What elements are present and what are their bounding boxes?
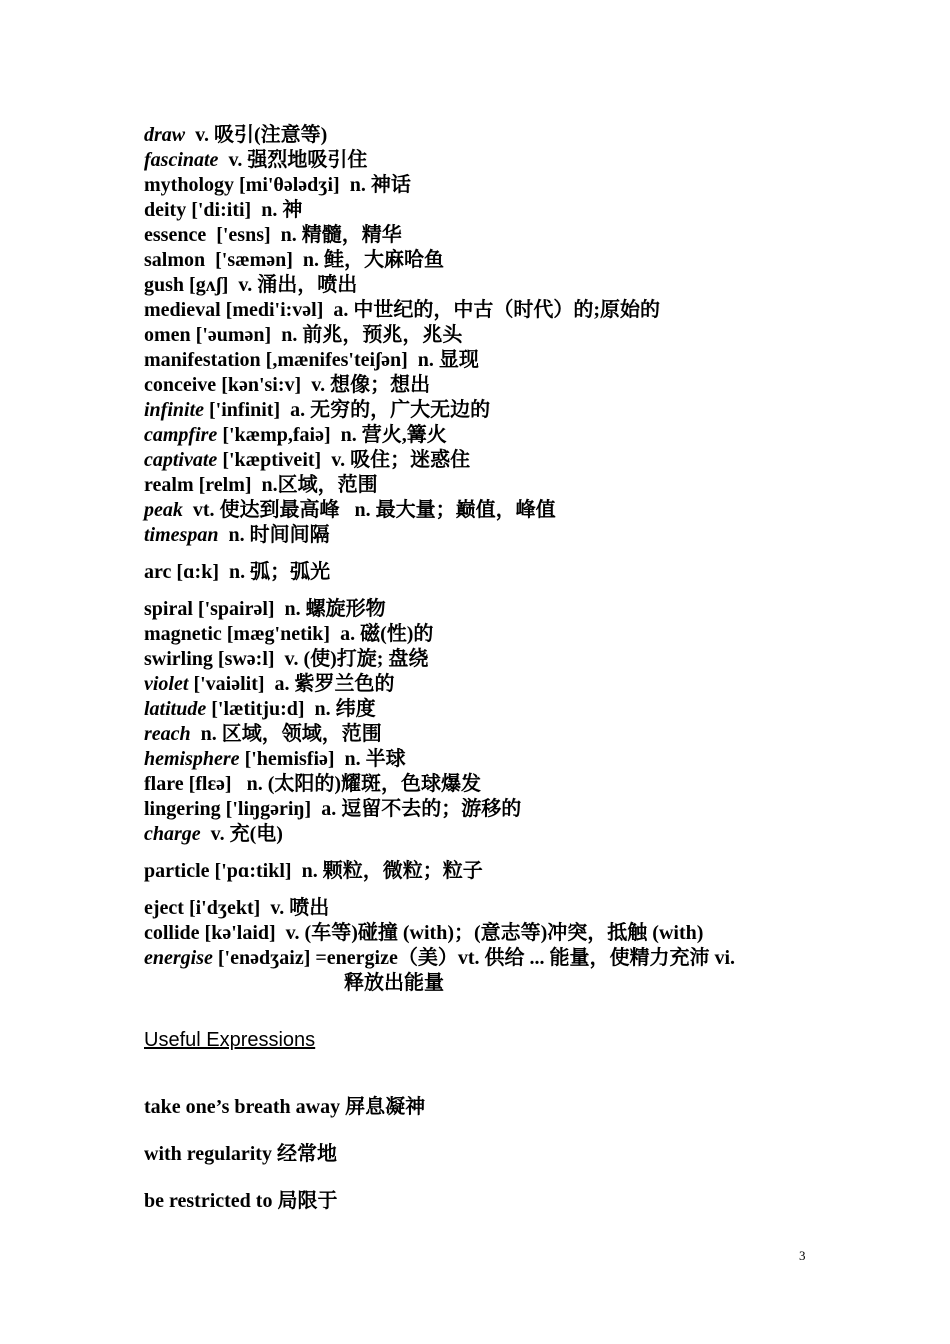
vocab-definition: [kə'laid] v. (车等)碰撞 (with)；(意志等)冲突，抵触 (with) <box>199 922 704 944</box>
vocab-entry <box>144 223 844 248</box>
vocab-definition: ['vaiəlit] a. 紫罗兰色的 <box>188 673 395 695</box>
vocab-word: reach <box>144 723 191 745</box>
vocab-definition: v. 充(电) <box>200 823 283 845</box>
vocab-word: medieval <box>144 299 221 321</box>
vocab-definition: ['kæptiveit] v. 吸住；迷惑住 <box>217 449 471 471</box>
vocab-definition: ['liŋgəriŋ] a. 逗留不去的；游移的 <box>220 798 522 820</box>
vocab-definition: ['hemisfiə] n. 半球 <box>239 748 406 770</box>
vocab-entry <box>144 473 844 498</box>
vocab-word: manifestation <box>144 349 261 371</box>
vocab-entry <box>144 373 844 398</box>
vocab-definition: [swə:l] v. (使)打旋; 盘绕 <box>212 648 429 670</box>
vocab-word: latitude <box>144 698 207 720</box>
vocab-definition: ['spairəl] n. 螺旋形物 <box>192 598 386 620</box>
vocab-word: hemisphere <box>144 748 240 770</box>
vocab-word: essence <box>144 224 207 246</box>
vocab-entry <box>144 597 844 622</box>
vocab-word: arc <box>144 561 172 583</box>
vocab-word: peak <box>144 499 183 521</box>
vocab-entry <box>144 273 844 298</box>
vocab-word: eject <box>144 897 184 919</box>
vocab-entry <box>144 298 844 323</box>
vocab-entry <box>144 498 844 523</box>
section-heading: Useful Expressions <box>144 1029 316 1051</box>
vocab-definition: v. 吸引(注意等) <box>185 124 328 146</box>
vocab-entry <box>144 173 844 198</box>
vocab-word: campfire <box>144 424 218 446</box>
vocab-definition: ['di:iti] n. 神 <box>186 199 303 221</box>
vocab-word: deity <box>144 199 187 221</box>
vocab-entry <box>144 647 844 672</box>
vocab-word: collide <box>144 922 200 944</box>
vocab-word: lingering <box>144 798 221 820</box>
vocab-definition: [ɑ:k] n. 弧；弧光 <box>171 561 331 583</box>
vocab-entry <box>144 722 844 747</box>
expression-item: be restricted to 局限于 <box>144 1190 338 1212</box>
vocab-entry <box>144 822 844 847</box>
vocab-definition-continuation: 释放出能量 <box>344 972 444 994</box>
vocab-entry <box>144 921 844 946</box>
vocab-definition: n. 区域，领域，范围 <box>190 723 382 745</box>
vocab-word: energise <box>144 947 213 969</box>
vocab-definition: [relm] n.区域，范围 <box>193 474 378 496</box>
vocab-definition: [flɛə] n. (太阳的)耀斑，色球爆发 <box>183 773 482 795</box>
vocab-entry <box>144 323 844 348</box>
vocab-entry <box>144 123 844 148</box>
vocab-word: conceive <box>144 374 217 396</box>
vocab-definition: [medi'i:vəl] a. 中世纪的，中古（时代）的;原始的 <box>220 299 661 321</box>
vocab-entry <box>144 148 844 173</box>
vocab-definition: [i'dʒekt] v. 喷出 <box>183 897 330 919</box>
vocab-word: draw <box>144 124 186 146</box>
vocab-word: mythology <box>144 174 234 196</box>
vocab-entry <box>144 859 844 884</box>
vocab-entry <box>144 348 844 373</box>
vocab-entry <box>144 946 844 996</box>
vocab-definition: ['esns] n. 精髓，精华 <box>206 224 402 246</box>
vocab-definition: ['lætitju:d] n. 纬度 <box>206 698 376 720</box>
vocab-entry <box>144 622 844 647</box>
vocab-definition: ['pɑ:tikl] n. 颗粒，微粒；粒子 <box>209 860 483 882</box>
vocab-definition: vt. 使达到最高峰 n. 最大量；巅值，峰值 <box>182 499 556 521</box>
vocab-entry <box>144 747 844 772</box>
vocab-word: fascinate <box>144 149 219 171</box>
vocab-definition: [,mænifes'teiʃən] n. 显现 <box>260 349 479 371</box>
vocab-word: timespan <box>144 524 219 546</box>
vocab-word: infinite <box>144 399 205 421</box>
vocab-entry <box>144 672 844 697</box>
vocab-definition: ['sæmən] n. 鲑，大麻哈鱼 <box>205 249 445 271</box>
vocab-definition: [mæg'netik] a. 磁(性)的 <box>221 623 434 645</box>
expression-item: take one’s breath away 屏息凝神 <box>144 1096 426 1118</box>
vocab-entry <box>144 398 844 423</box>
vocab-entry <box>144 560 844 585</box>
vocab-definition: [gʌʃ] v. 涌出，喷出 <box>184 274 358 296</box>
vocab-word: particle <box>144 860 210 882</box>
page-number: 3 <box>799 1248 806 1263</box>
vocab-word: violet <box>144 673 189 695</box>
vocab-word: salmon <box>144 249 206 271</box>
vocab-word: gush <box>144 274 185 296</box>
vocab-entry <box>144 797 844 822</box>
vocab-entry <box>144 523 844 548</box>
vocab-definition: [mi'θələdʒi] n. 神话 <box>234 174 411 196</box>
expression-item: with regularity 经常地 <box>144 1143 337 1165</box>
vocab-word: realm <box>144 474 194 496</box>
vocab-entry <box>144 423 844 448</box>
vocab-definition: ['kæmp,faiə] n. 营火,篝火 <box>217 424 447 446</box>
vocab-word: flare <box>144 773 184 795</box>
vocab-definition: n. 时间间隔 <box>218 524 330 546</box>
vocab-word: spiral <box>144 598 193 620</box>
vocab-definition: ['infinit] a. 无穷的，广大无边的 <box>204 399 491 421</box>
vocab-entry <box>144 697 844 722</box>
vocab-definition: [kən'si:v] v. 想像；想出 <box>216 374 431 396</box>
vocab-word: charge <box>144 823 201 845</box>
vocabulary-list <box>144 123 844 996</box>
vocab-definition: ['əumən] n. 前兆，预兆，兆头 <box>190 324 463 346</box>
vocab-entry <box>144 198 844 223</box>
vocab-word: captivate <box>144 449 218 471</box>
vocab-entry <box>144 248 844 273</box>
vocab-word: omen <box>144 324 191 346</box>
vocab-definition: ['enədʒaiz] =energize（美）vt. 供给 ... 能量，使精力充沛 vi. <box>212 947 736 969</box>
vocab-entry <box>144 896 844 921</box>
vocab-entry <box>144 772 844 797</box>
vocab-entry <box>144 448 844 473</box>
vocab-word: swirling <box>144 648 213 670</box>
vocab-word: magnetic <box>144 623 222 645</box>
vocab-definition: v. 强烈地吸引住 <box>218 149 368 171</box>
